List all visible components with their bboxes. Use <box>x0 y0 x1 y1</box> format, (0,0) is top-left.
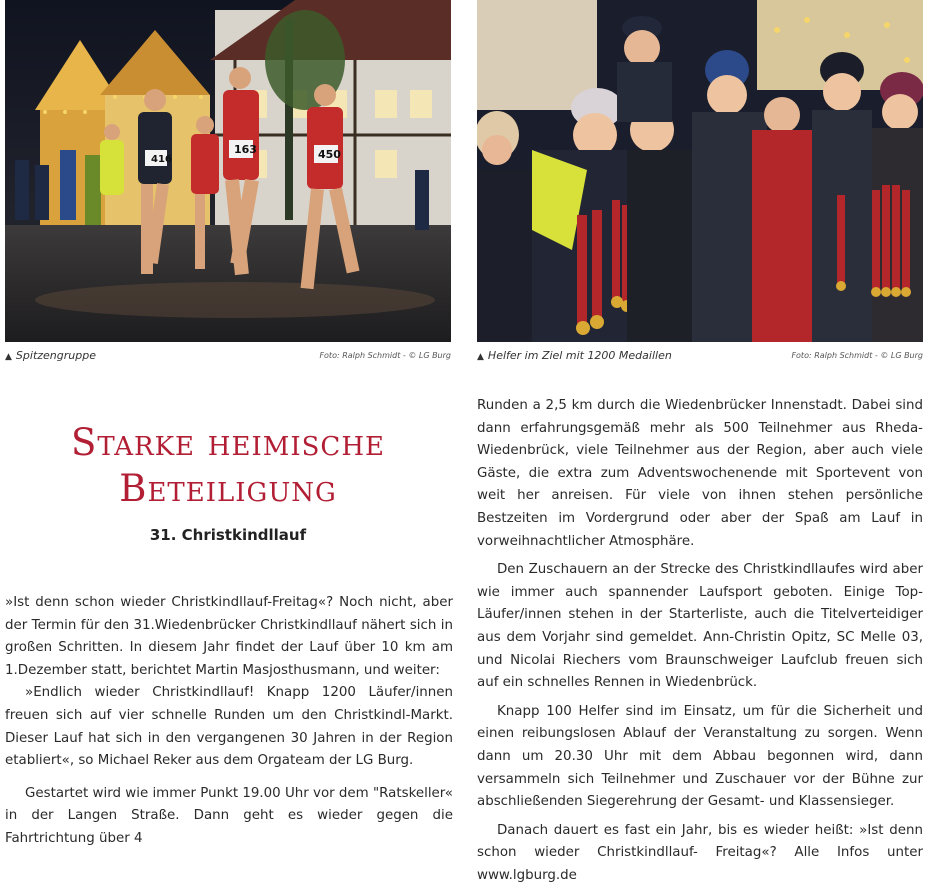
paragraph-intro: »Ist denn schon wieder Christkindllauf-Freitag«? Noch nicht, aber der Termin für den 31.Wiedenbrücker Christkindllauf nähert sich in großen Schritten. In diesem Jahr findet der Lauf über 10 km am 1.Dezember statt, berichtet Martin Masjosthusmann, und weiter: <box>5 595 453 678</box>
caption-helpers-text <box>477 349 672 362</box>
bib-number-3: 450 <box>318 148 341 161</box>
photo-helpers <box>477 0 923 342</box>
bib-number-2: 163 <box>234 143 257 156</box>
paragraph-quote: »Endlich wieder Christkindllauf! Knapp 1200 Läufer/innen freuen sich auf vier schnelle Runden um den Christkindl-Markt. Dieser Lauf hat sich in den vergangenen 30 Jahren in der Region etabliert«, so Michael Reker aus dem Orgateam der LG Burg. <box>5 685 453 769</box>
caption-runners <box>5 346 451 364</box>
article-title <box>5 420 451 512</box>
article-subtitle: 31. Christkindllauf <box>149 526 307 544</box>
article-column-right <box>477 395 923 887</box>
triangle-icon: ▲ <box>477 351 484 362</box>
paragraph-route: Runden a 2,5 km durch die Wiedenbrücker Innenstadt. Dabei sind dann erfahrungsgemäß mehr als 500 Teilnehmer aus Rheda-Wiedenbrück, viele Teilnehmer aus der Region, aber auch viele Gäste, die extra zum Adventswochenende mit Sportevent von weit her anreisen. Für viele von ihnen stehen persönliche Bestzeiten im Vordergrund oder aber der Spaß am Lauf in vorweihnachtlicher Atmosphäre. <box>477 398 923 549</box>
photo-credit-helpers: Foto: Ralph Schmidt - © LG Burg <box>791 350 923 360</box>
paragraph-helpers: Knapp 100 Helfer sind im Einsatz, um für die Sicherheit und einen reibungslosen Ablauf der Veranstaltung zu sorgen. Wenn dann um 20.30 Uhr mit dem Abbau begonnen wird, dann versammeln sich Teilnehmer und Zuschauer vor der Bühne zur abschließenden Siegerehrung der Gesamt- und Klassensieger. <box>477 703 923 810</box>
photo-credit-runners: Foto: Ralph Schmidt - © LG Burg <box>319 350 451 360</box>
photo-runners <box>5 0 451 342</box>
caption-runners-text <box>5 349 96 362</box>
caption-helpers <box>477 346 923 364</box>
article-title-line-2: Beteiligung <box>119 467 337 510</box>
helpers-photo-illustration <box>477 0 923 342</box>
runners-photo-illustration <box>5 0 451 342</box>
article-column-left <box>5 592 453 851</box>
triangle-icon: ▲ <box>5 351 12 362</box>
paragraph-spectators: Den Zuschauern an der Strecke des Christkindllaufes wird aber wie immer auch spannender Laufsport geboten. Einige Top-Läufer/innen stehen in der Starterliste, auch die Titelverteidiger aus dem Vorjahr sind gemeldet. Ann-Christin Opitz, SC Melle 03, und Nicolai Riechers vom Braunschweiger Laufclub freuen sich auf ein schnelles Rennen in Wiedenbrück. <box>477 562 923 691</box>
paragraph-closing: Danach dauert es fast ein Jahr, bis es wieder heißt: »Ist denn schon wieder Christkindllauf- Freitag«? Alle Infos unter www.lgburg.de <box>477 822 923 883</box>
bib-number-1: 416 <box>151 154 172 165</box>
caption-runners-label: Spitzengruppe <box>15 348 96 362</box>
article-title-line-1: Starke heimische <box>71 421 385 464</box>
paragraph-start: Gestartet wird wie immer Punkt 19.00 Uhr vor dem "Ratskeller« in der Langen Straße. Dann geht es wieder gegen die Fahrtrichtung über 4 <box>5 785 453 846</box>
caption-helpers-label: Helfer im Ziel mit 1200 Medaillen <box>487 348 672 362</box>
